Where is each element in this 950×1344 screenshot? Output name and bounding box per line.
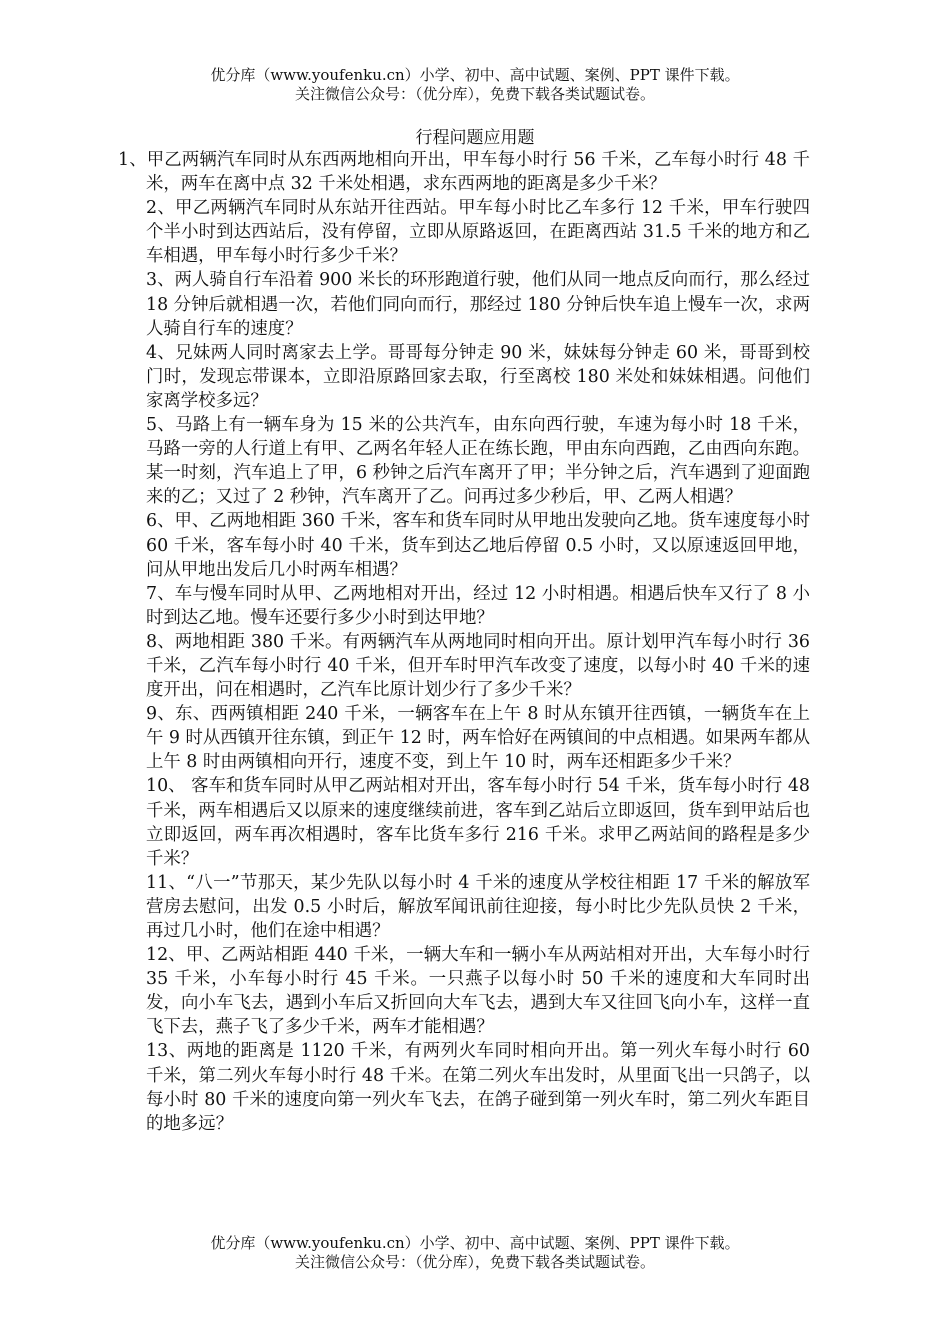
page-footer (0, 1234, 950, 1272)
footer-line-2: 关注微信公众号：（优分库），免费下载各类试题试卷。 (294, 1253, 655, 1271)
question-item: 4、兄妹两人同时离家去上学。哥哥每分钟走 90 米，妹妹每分钟走 60 米，哥哥到校门时，发现忘带课本，立即沿原路回家去取，行至离校 180 米处和妹妹相遇。问他们家离学校多远？ (146, 342, 810, 411)
footer-line-1: 优分库（www.youfenku.cn）小学、初中、高中试题、案例、PPT 课件下载。 (210, 1234, 740, 1252)
question-item: 9、东、西两镇相距 240 千米，一辆客车在上午 8 时从东镇开往西镇，一辆货车在上午 9 时从西镇开往东镇，到正午 12 时，两车恰好在两镇间的中点相遇。如果两车都从上午 8 时由两镇相向开行，速度不变，到上午 10 时，两车还相距多少千米？ (146, 704, 810, 773)
question-item: 1、甲乙两辆汽车同时从东西两地相向开出，甲车每小时行 56 千米，乙车每小时行 48 千米，两车在离中点 32 千米处相遇，求东西两地的距离是多少千米？ (118, 150, 810, 195)
question-item: 5、马路上有一辆车身为 15 米的公共汽车，由东向西行驶，车速为每小时 18 千米，马路一旁的人行道上有甲、乙两名年轻人正在练长跑，甲由东向西跑，乙由西向东跑。某一时刻，汽车追上了甲，6 秒钟之后汽车离开了甲；半分钟之后，汽车遇到了迎面跑来的乙；又过了 2 秒钟，汽车离开了乙。问再过多少秒后，甲、乙两人相遇？ (146, 415, 810, 508)
question-item: 2、甲乙两辆汽车同时从东站开往西站。甲车每小时比乙车多行 12 千米，甲车行驶四个半小时到达西站后，没有停留，立即从原路返回，在距离西站 31.5 千米的地方和乙车相遇，甲车每小时行多少千米？ (146, 198, 810, 267)
question-item: 13、两地的距离是 1120 千米，有两列火车同时相向开出。第一列火车每小时行 60 千米，第二列火车每小时行 48 千米。在第二列火车出发时，从里面飞出一只鸽子，以每小时 80 千米的速度向第一列火车飞去，在鸽子碰到第一列火车时，第二列火车距目的地多远？ (146, 1041, 810, 1134)
header-line-2: 关注微信公众号：（优分库），免费下载各类试题试卷。 (294, 85, 655, 103)
question-item: 7、车与慢车同时从甲、乙两地相对开出，经过 12 小时相遇。相遇后快车又行了 8 小时到达乙地。慢车还要行多少小时到达甲地？ (146, 583, 810, 628)
header-line-1: 优分库（www.youfenku.cn）小学、初中、高中试题、案例、PPT 课件下载。 (210, 66, 740, 84)
question-item: 6、甲、乙两地相距 360 千米，客车和货车同时从甲地出发驶向乙地。货车速度每小时 60 千米，客车每小时 40 千米，货车到达乙地后停留 0.5 小时，又以原速返回甲地，问从甲地出发后几小时两车相遇？ (146, 511, 810, 580)
question-item: 10、 客车和货车同时从甲乙两站相对开出，客车每小时行 54 千米，货车每小时行 48 千米，两车相遇后又以原来的速度继续前进，客车到乙站后立即返回，货车到甲站后也立即返回，两车再次相遇时，客车比货车多行 216 千米。求甲乙两站间的路程是多少千米？ (146, 776, 810, 869)
question-item: 8、两地相距 380 千米。有两辆汽车从两地同时相向开出。原计划甲汽车每小时行 36 千米，乙汽车每小时行 40 千米，但开车时甲汽车改变了速度，以每小时 40 千米的速度开出，问在相遇时，乙汽车比原计划少行了多少千米？ (146, 631, 810, 701)
question-list (118, 148, 810, 1136)
question-item: 3、两人骑自行车沿着 900 米长的环形跑道行驶，他们从同一地点反向而行，那么经过 18 分钟后就相遇一次，若他们同向而行，那经过 180 分钟后快车追上慢车一次，求两人骑自行车的速度？ (146, 270, 810, 339)
question-item: 12、甲、乙两站相距 440 千米，一辆大车和一辆小车从两站相对开出，大车每小时行 35 千米，小车每小时行 45 千米。一只燕子以每小时 50 千米的速度和大车同时出发，向小车飞去，遇到小车后又折回向大车飞去，遇到大车又往回飞向小车，这样一直飞下去，燕子飞了多少千米，两车才能相遇？ (146, 945, 810, 1038)
page-header (0, 66, 950, 104)
question-item: 11、“八一”节那天，某少先队以每小时 4 千米的速度从学校往相距 17 千米的解放军营房去慰问，出发 0.5 小时后，解放军闻讯前往迎接，每小时比少先队员快 2 千米，再过几小时，他们在途中相遇？ (146, 872, 810, 941)
document-title: 行程问题应用题 (415, 128, 535, 148)
